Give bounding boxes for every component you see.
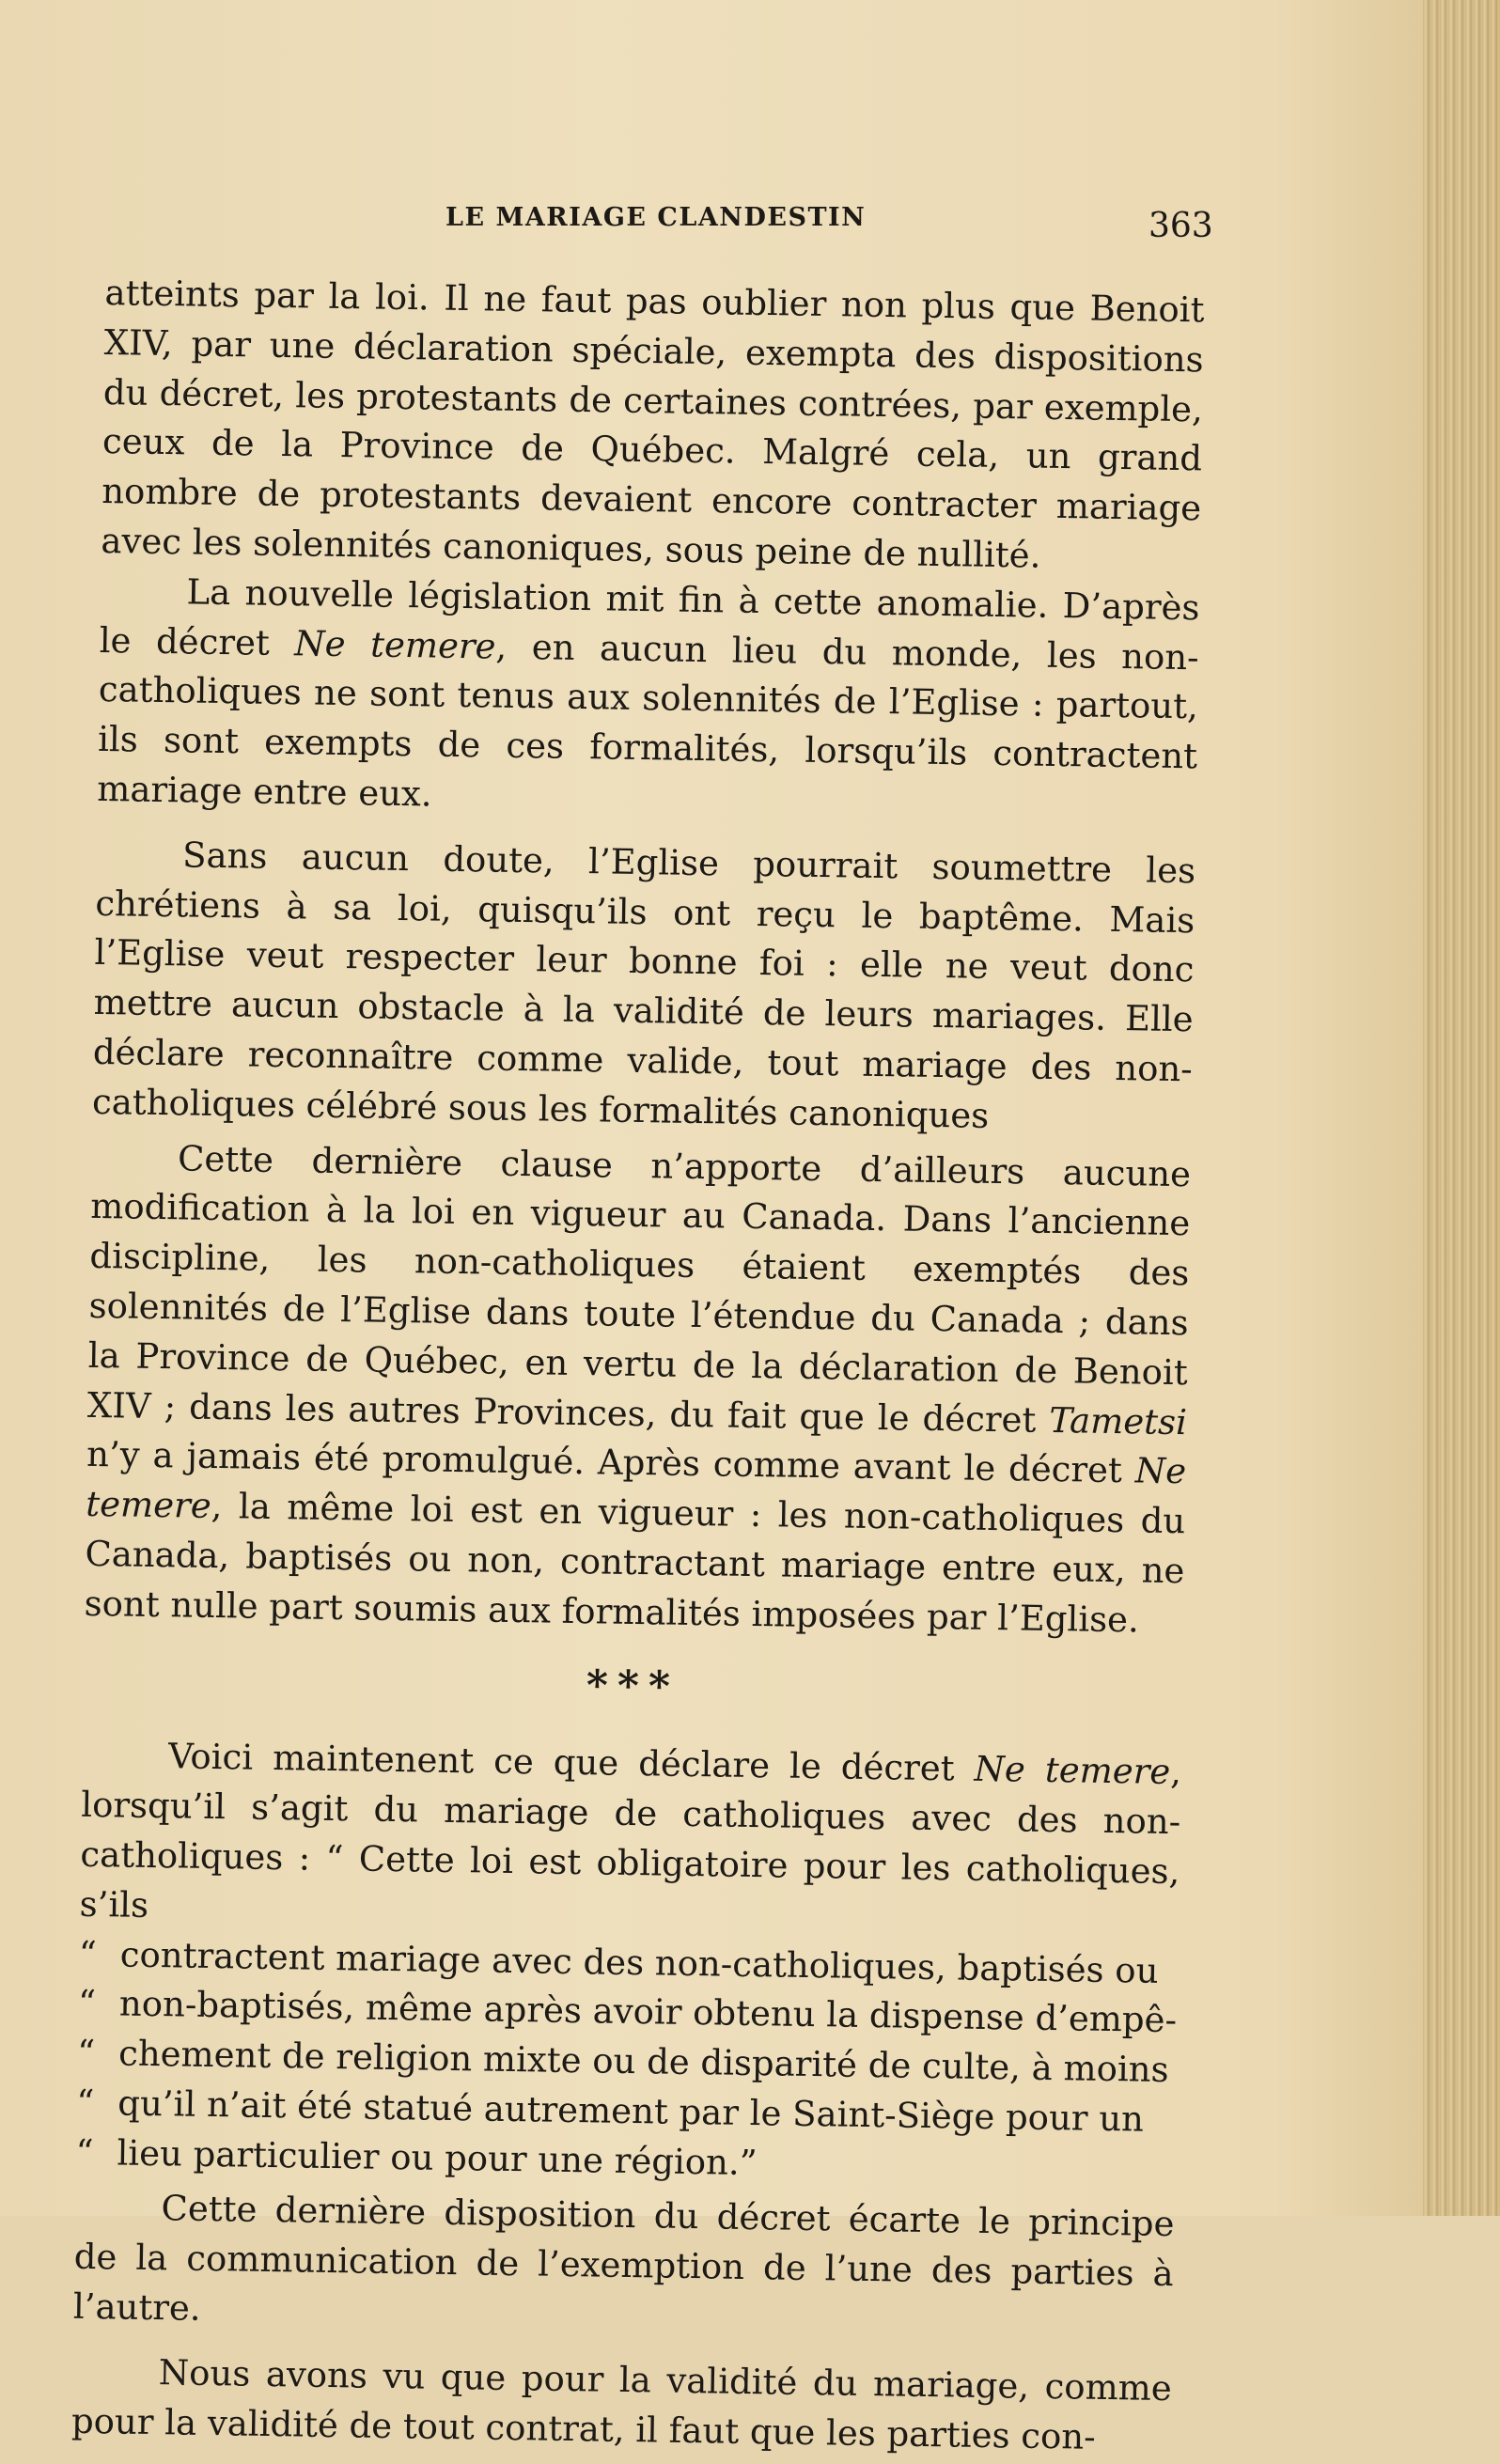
- paragraph-1-text: atteints par la loi. Il ne faut pas oublier non plus que Benoit XIV, par une déclaration spéciale, exempta des dispositions du décret, les protestants de certaines contrées, par exemple, ceux de la Province de Québec. Malgré cela, un grand nombre de protestants devaient encore contracter mariage avec les solennités canoniques, sous peine de nullité.: [101, 272, 1205, 576]
- decree-title-ne-temere-3: Ne temere: [974, 1749, 1171, 1793]
- paragraph-2-text-b: , en aucun lieu du monde, les non-catholiques ne sont tenus aux solennités de l’Eglise : partout, ils sont exempts de ces formalités, lorsqu’ils contractent mariage entre eux.: [96, 626, 1199, 815]
- page-number: 363: [1148, 207, 1213, 245]
- closing-paragraph-1: [73, 2183, 1175, 2349]
- paragraph-4-text-c: , la même loi est en vigueur : les non-catholiques du Canada, baptisés ou non, contractant mariage entre eux, ne sont nulle part soumis aux formalités imposées par l’Eglise.: [84, 1486, 1186, 1641]
- quote-line-text: chement de religion mixte ou de disparité de culte, à moins: [117, 2033, 1169, 2091]
- paragraph-2: [97, 567, 1200, 832]
- paragraph-2-text-a: La nouvelle législation mit fin à cette anomalie. D’après le décret: [99, 571, 1200, 663]
- paragraph-4-text-b: n’y a jamais été promulgué. Après comme avant le décret: [86, 1434, 1136, 1491]
- paragraph-3: [92, 830, 1196, 1145]
- decree-title-ne-temere-2: Ne temere: [86, 1450, 1187, 1527]
- closing-paragraph-1-text: Cette dernière disposition du décret écarte le principe de la communication de l’exemption de l’une des parties à l’autre.: [72, 2188, 1175, 2329]
- quote-line-text: lieu particulier ou pour une région.”: [117, 2132, 758, 2183]
- quote-line-text: contractent mariage avec des non-catholiques, baptisés ou: [119, 1933, 1159, 1991]
- paragraph-4-text-a: Cette dernière clause n’apporte d’ailleurs aucune modification à la loi en vigueur au Canada. Dans l’ancienne discipline, les non-catholiques étaient exemptés des solennités de l’Eglise dans toute l’étendue du Canada ; dans la Province de Québec, en vertu de la déclaration de Benoit XIV ; dans les autres Provinces, du fait que le décret: [86, 1137, 1192, 1441]
- closing-paragraph-2: [71, 2347, 1173, 2464]
- decree-title-ne-temere: Ne temere: [294, 622, 496, 667]
- paragraph-3-text: Sans aucun doute, l’Eglise pourrait soumettre les chrétiens à sa loi, quisqu’ils ont reçu le baptême. Mais l’Eglise veut respecter leur bonne foi : elle ne veut donc mettre aucun obstacle à la validité de leurs mariages. Elle déclare reconnaître comme valide, tout mariage des non-catholiques célébré sous les formalités canoniques: [91, 834, 1196, 1136]
- decree-intro: [79, 1731, 1181, 1947]
- quote-mark: “: [75, 2131, 94, 2173]
- quote-mark: “: [76, 2032, 96, 2074]
- decree-title-tametsi: Tametsi: [1048, 1399, 1188, 1443]
- section-separator: ***: [586, 1661, 680, 1711]
- decree-intro-text-b: , lorsqu’il s’agit du mariage de catholiques avec des non-catholiques : “ Cette loi est obligatoire pour les catholiques, s’ils: [79, 1752, 1182, 1926]
- closing-paragraph-2-text: Nous avons vu que pour la validité du mariage, comme pour la validité de tout contrat, il faut que les parties con-: [70, 2352, 1173, 2457]
- decree-intro-text-a: Voici maintenent ce que déclare le décret: [167, 1736, 975, 1790]
- paragraph-4: [84, 1132, 1191, 1645]
- quote-mark: “: [78, 1933, 98, 1974]
- page-edge: [1423, 0, 1500, 2216]
- paragraph-1: [101, 269, 1205, 584]
- quote-mark: “: [76, 2082, 95, 2123]
- quote-line-text: non-baptisés, même après avoir obtenu la dispense d’empê-: [118, 1983, 1178, 2041]
- quote-mark: “: [77, 1983, 97, 2024]
- running-title: LE MARIAGE CLANDESTIN: [445, 203, 867, 232]
- page-body: [71, 269, 1205, 2464]
- quote-line-text: qu’il n’ait été statué autrement par le Saint-Siège pour un: [117, 2082, 1145, 2140]
- decree-quotation: [75, 1929, 1179, 2194]
